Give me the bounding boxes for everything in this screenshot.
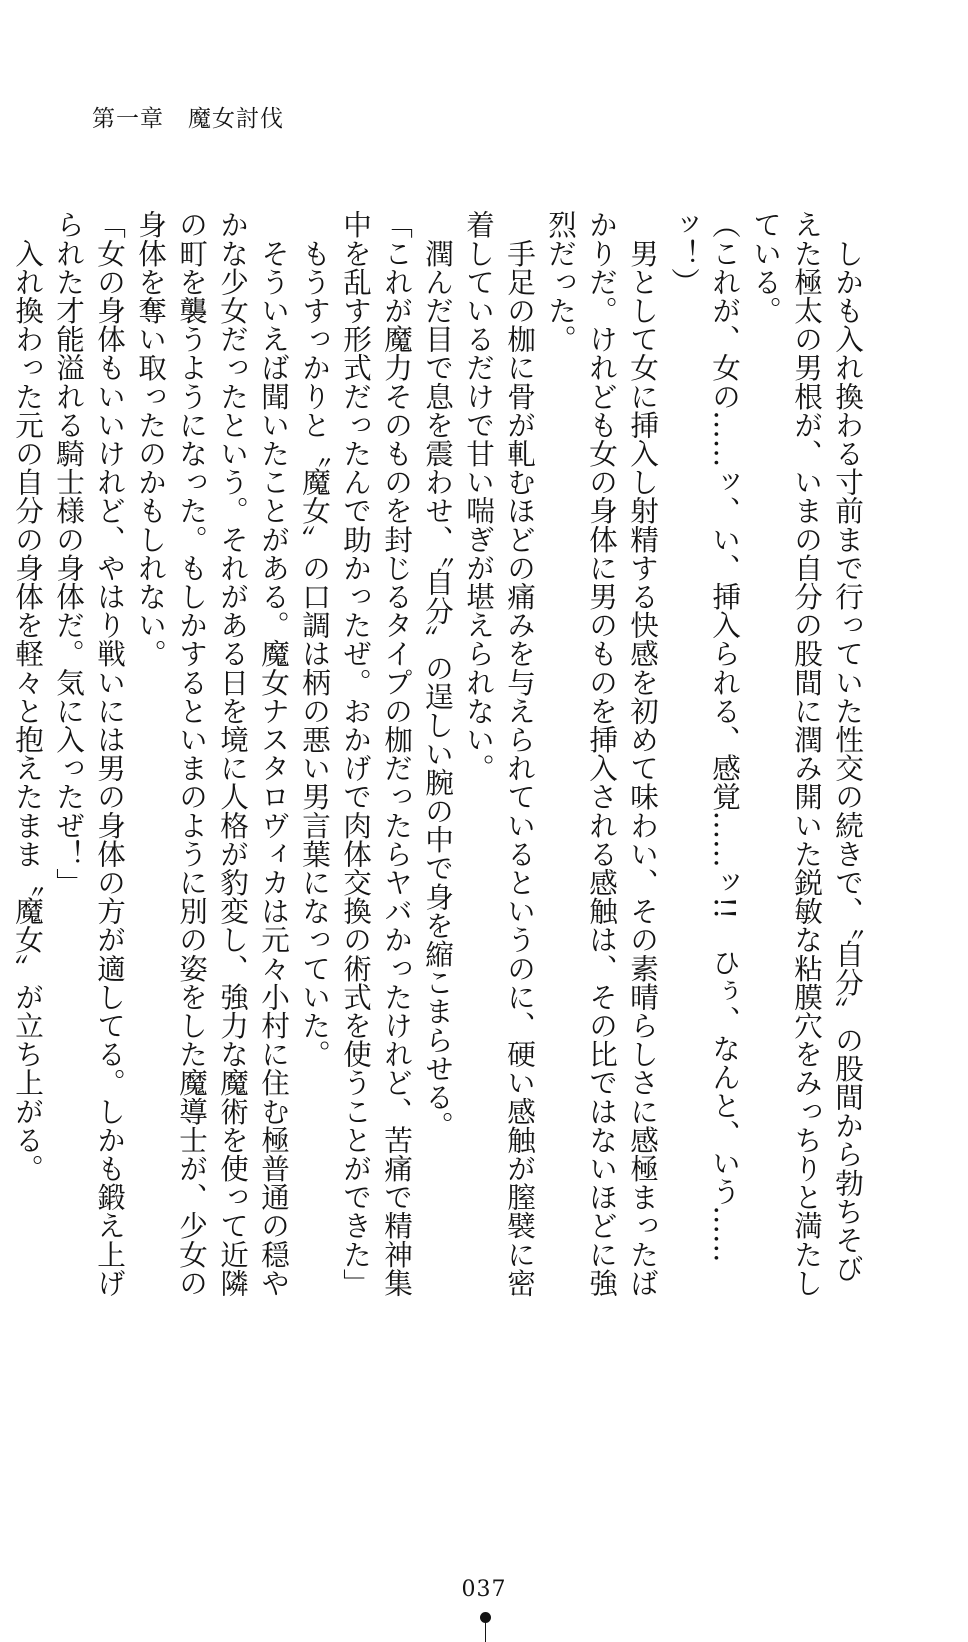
chapter-header: 第一章 魔女討伐 bbox=[92, 106, 284, 132]
paragraph: 「これが魔力そのものを封じるタイプの枷だったらヤバかったけれど、苦痛で精神集中を乱す形式だったんで助かったぜ。おかげで肉体交換の術式を使うことができた」 bbox=[339, 210, 414, 1297]
paragraph: 潤んだ目で息を震わせ、〝自分〟の逞しい腕の中で身を縮こまらせる。 bbox=[421, 210, 455, 1140]
paragraph: もうすっかりと〝魔女〟の口調は柄の悪い男言葉になっていた。 bbox=[298, 210, 332, 1068]
page-number: 037 bbox=[461, 1577, 507, 1602]
paragraph: 男として女に挿入し射精する快感を初めて味わい、その素晴らしさに感極まったばかりだ。けれども女の身体に男のものを挿入される感触は、その比ではないほどに強烈だった。 bbox=[544, 210, 660, 1297]
paragraph: （これが、女の……ッ、い、挿入られる、感覚……ッ!! ひぅ、なんと、いう……ッ！） bbox=[667, 210, 742, 1263]
paragraph: 入れ換わった元の自分の身体を軽々と抱えたまま〝魔女〟が立ち上がる。 bbox=[11, 210, 45, 1183]
paragraph: そういえば聞いたことがある。魔女ナスタロヴィカは元々小村に住む極普通の穏やかな少女だったという。それがある日を境に人格が豹変し、強力な魔術を使って近隣の町を襲うようになった。もしかするといまのように別の姿をした魔導士が、少女の身体を奪い取ったのかもしれない。 bbox=[134, 210, 291, 1297]
paragraph: 手足の枷に骨が軋むほどの痛みを与えられているというのに、硬い感触が膣襞に密着しているだけで甘い喘ぎが堪えられない。 bbox=[462, 210, 537, 1297]
paragraph: 「女の身体もいいけれど、やはり戦いには男の身体の方が適してる。しかも鍛え上げられた才能溢れる騎士様の身体だ。気に入ったぜ！」 bbox=[52, 210, 127, 1297]
body-text bbox=[11, 210, 868, 1310]
page-marker-line bbox=[485, 1622, 486, 1642]
paragraph: しかも入れ換わる寸前まで行っていた性交の続きで、〝自分〟の股間から勃ちそびえた極太の男根が、いまの自分の股間に潤み開いた鋭敏な粘膜穴をみっちりと満たしている。 bbox=[749, 210, 865, 1297]
